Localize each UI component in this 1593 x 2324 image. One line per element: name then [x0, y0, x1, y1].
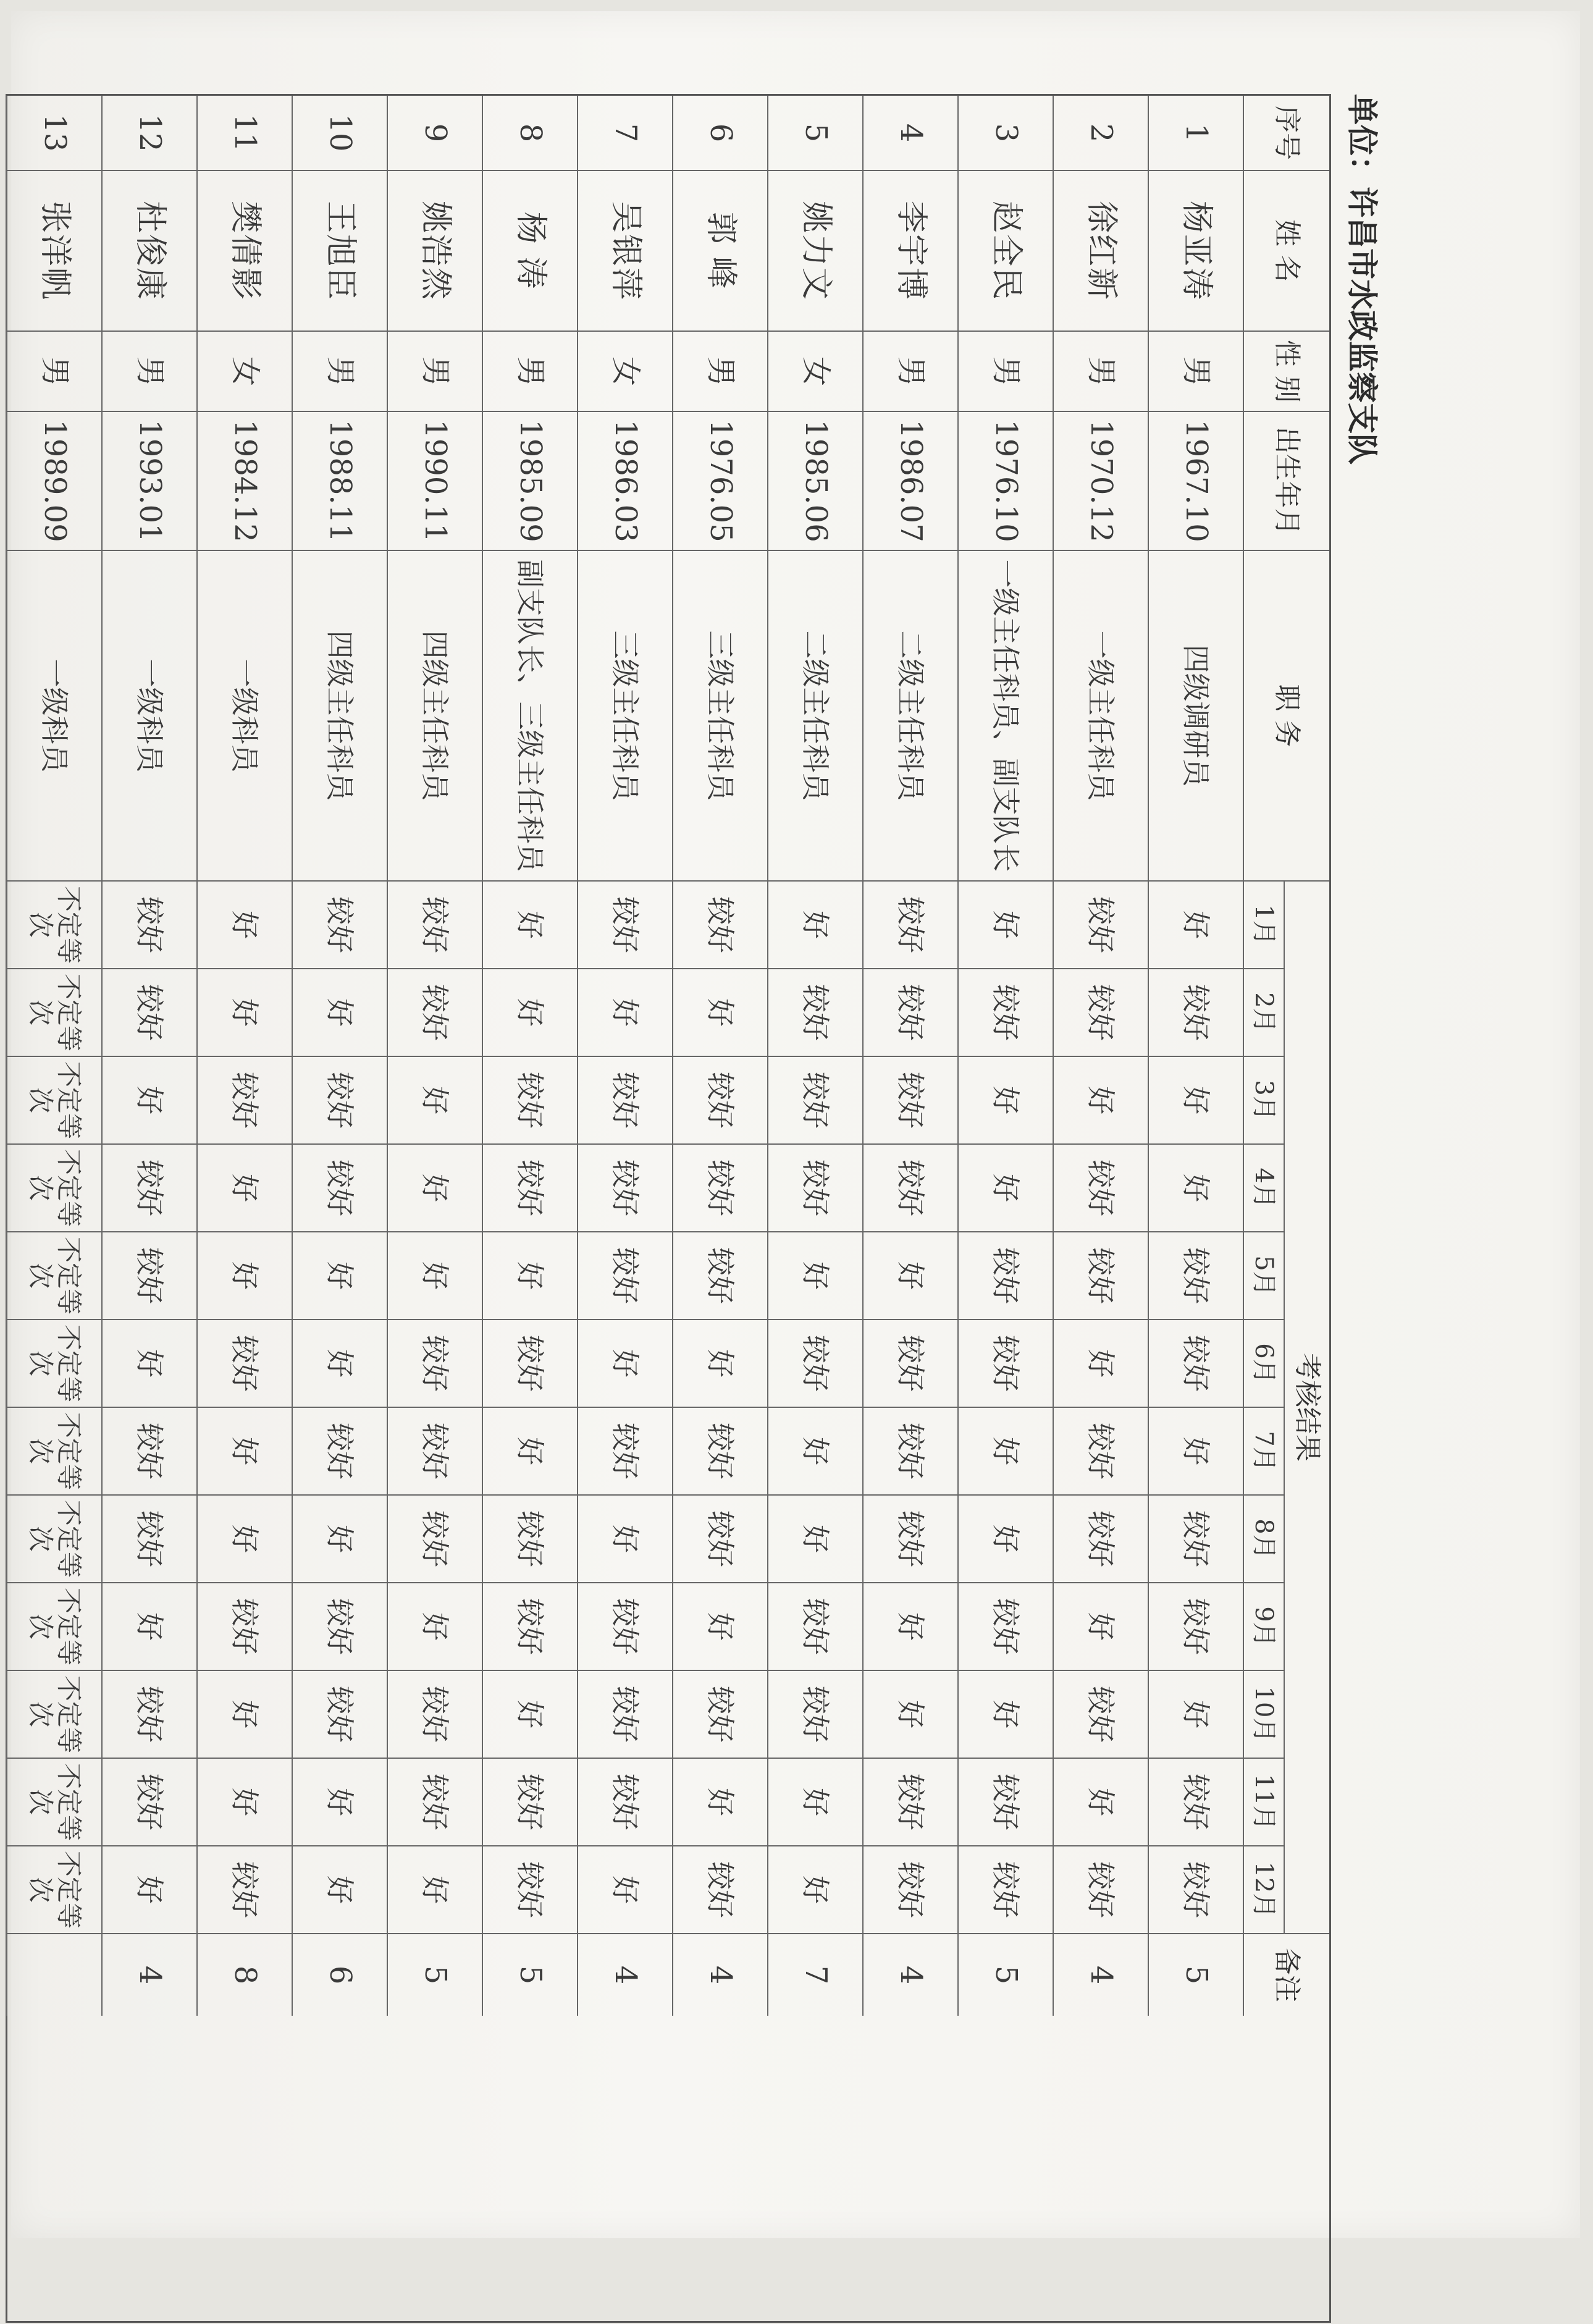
result-cell: 不定等次: [6, 1232, 101, 1320]
row-name: 杨亚涛: [1148, 171, 1243, 332]
row-gender: 男: [101, 332, 196, 412]
result-cell: 较好: [101, 1408, 196, 1496]
result-cell: 好: [767, 882, 862, 969]
row-position: 二级主任科员: [767, 551, 862, 882]
result-cell: 较好: [1053, 1496, 1148, 1583]
result-cell: 好: [196, 969, 292, 1057]
result-cell: 较好: [1053, 1846, 1148, 1934]
result-cell: 较好: [957, 1320, 1053, 1408]
header-month: 3月: [1243, 1057, 1284, 1145]
result-cell: 好: [577, 1846, 672, 1934]
row-position: 一级科员: [101, 551, 196, 882]
unit-label: 单位：许昌市水政监察支队: [1344, 94, 1381, 465]
row-position: 三级主任科员: [672, 551, 767, 882]
result-cell: 较好: [1053, 1232, 1148, 1320]
result-cell: 较好: [577, 1583, 672, 1671]
result-cell: 好: [1053, 1759, 1148, 1846]
row-remark: 4: [101, 1934, 196, 2016]
row-name: 徐红新: [1053, 171, 1148, 332]
row-gender: 男: [1053, 332, 1148, 412]
row-name: 姚力文: [767, 171, 862, 332]
row-seq: 4: [862, 96, 957, 171]
row-remark: 5: [957, 1934, 1053, 2016]
result-cell: 较好: [672, 1057, 767, 1145]
result-cell: 好: [196, 882, 292, 969]
result-cell: 较好: [482, 1496, 577, 1583]
result-cell: 较好: [387, 1759, 482, 1846]
row-seq: 10: [292, 96, 387, 171]
result-cell: 较好: [577, 1057, 672, 1145]
result-cell: 较好: [1148, 969, 1243, 1057]
row-position: 三级主任科员: [577, 551, 672, 882]
result-cell: 好: [672, 1320, 767, 1408]
row-birth: 1986.07: [862, 412, 957, 551]
result-cell: 较好: [292, 882, 387, 969]
row-gender: 女: [577, 332, 672, 412]
header-month: 10月: [1243, 1671, 1284, 1759]
row-name: 杨 涛: [482, 171, 577, 332]
result-cell: 好: [292, 1496, 387, 1583]
row-gender: 男: [1148, 332, 1243, 412]
result-cell: 好: [101, 1320, 196, 1408]
result-cell: 好: [196, 1408, 292, 1496]
row-remark: 4: [672, 1934, 767, 2016]
result-cell: 较好: [1148, 1496, 1243, 1583]
result-cell: 较好: [1148, 1320, 1243, 1408]
result-cell: 较好: [862, 1145, 957, 1232]
result-cell: 较好: [196, 1846, 292, 1934]
header-month: 2月: [1243, 969, 1284, 1057]
result-cell: 较好: [767, 969, 862, 1057]
result-cell: 好: [1148, 1671, 1243, 1759]
result-cell: 好: [196, 1232, 292, 1320]
result-cell: 好: [482, 1232, 577, 1320]
row-seq: 5: [767, 96, 862, 171]
result-cell: 较好: [482, 1145, 577, 1232]
result-cell: 较好: [577, 1145, 672, 1232]
result-cell: 较好: [862, 969, 957, 1057]
row-remark: 5: [482, 1934, 577, 2016]
result-cell: 较好: [1148, 1846, 1243, 1934]
result-cell: 好: [292, 1232, 387, 1320]
result-cell: 好: [101, 1846, 196, 1934]
result-cell: 不定等次: [6, 969, 101, 1057]
header-name: 姓 名: [1243, 171, 1329, 332]
row-seq: 9: [387, 96, 482, 171]
row-name: 郭 峰: [672, 171, 767, 332]
result-cell: 好: [767, 1846, 862, 1934]
row-name: 张洋帆: [6, 171, 101, 332]
header-birth: 出生年月: [1243, 412, 1329, 551]
result-cell: 较好: [1053, 882, 1148, 969]
result-cell: 好: [292, 1759, 387, 1846]
result-cell: 好: [196, 1671, 292, 1759]
row-name: 王旭臣: [292, 171, 387, 332]
result-cell: 不定等次: [6, 1408, 101, 1496]
result-cell: 较好: [1148, 1759, 1243, 1846]
row-remark: 4: [862, 1934, 957, 2016]
result-cell: 较好: [387, 1408, 482, 1496]
result-cell: 较好: [672, 1408, 767, 1496]
result-cell: 较好: [292, 1057, 387, 1145]
result-cell: 好: [101, 1583, 196, 1671]
header-month: 6月: [1243, 1320, 1284, 1408]
result-cell: 好: [387, 1145, 482, 1232]
assessment-table: [6, 94, 1331, 2323]
result-cell: 较好: [672, 882, 767, 969]
row-birth: 1985.09: [482, 412, 577, 551]
row-position: 一级科员: [6, 551, 101, 882]
result-cell: 较好: [577, 1232, 672, 1320]
row-remark: 5: [387, 1934, 482, 2016]
result-cell: 好: [292, 969, 387, 1057]
result-cell: 好: [767, 1408, 862, 1496]
result-cell: 较好: [767, 1320, 862, 1408]
result-cell: 好: [672, 1583, 767, 1671]
header-position: 职 务: [1243, 551, 1329, 882]
result-cell: 较好: [672, 1496, 767, 1583]
result-cell: 较好: [1148, 1583, 1243, 1671]
result-cell: 较好: [672, 1846, 767, 1934]
row-position: 四级调研员: [1148, 551, 1243, 882]
result-cell: 较好: [101, 1671, 196, 1759]
header-month: 11月: [1243, 1759, 1284, 1846]
header-month: 1月: [1243, 882, 1284, 969]
header-gender: 性 别: [1243, 332, 1329, 412]
result-cell: 好: [862, 1671, 957, 1759]
row-remark: 6: [292, 1934, 387, 2016]
result-cell: 较好: [101, 1759, 196, 1846]
rotated-document: [3, 94, 1387, 2324]
result-cell: 较好: [957, 1232, 1053, 1320]
row-position: 副支队长、三级主任科员: [482, 551, 577, 882]
row-birth: 1985.06: [767, 412, 862, 551]
result-cell: 较好: [957, 1759, 1053, 1846]
result-cell: 好: [1148, 1057, 1243, 1145]
result-cell: 较好: [101, 969, 196, 1057]
row-position: 一级主任科员、副支队长: [957, 551, 1053, 882]
row-remark: 4: [577, 1934, 672, 2016]
row-position: 四级主任科员: [387, 551, 482, 882]
row-position: 二级主任科员: [862, 551, 957, 882]
row-seq: 8: [482, 96, 577, 171]
result-cell: 较好: [1053, 1671, 1148, 1759]
result-cell: 较好: [577, 1759, 672, 1846]
result-cell: 不定等次: [6, 1496, 101, 1583]
result-cell: 较好: [767, 1583, 862, 1671]
row-gender: 男: [6, 332, 101, 412]
result-cell: 较好: [672, 1232, 767, 1320]
result-cell: 较好: [387, 882, 482, 969]
result-cell: 好: [387, 1057, 482, 1145]
result-cell: 较好: [577, 1408, 672, 1496]
result-cell: 好: [957, 1671, 1053, 1759]
result-cell: 好: [577, 1496, 672, 1583]
result-cell: 好: [767, 1759, 862, 1846]
row-name: 李宇博: [862, 171, 957, 332]
row-birth: 1993.01: [101, 412, 196, 551]
header-month: 7月: [1243, 1408, 1284, 1496]
result-cell: 较好: [101, 1145, 196, 1232]
header-month: 12月: [1243, 1846, 1284, 1934]
result-cell: 好: [387, 1583, 482, 1671]
result-cell: 较好: [101, 1232, 196, 1320]
row-seq: 1: [1148, 96, 1243, 171]
row-position: 四级主任科员: [292, 551, 387, 882]
result-cell: 较好: [577, 1671, 672, 1759]
row-seq: 3: [957, 96, 1053, 171]
result-cell: 较好: [292, 1583, 387, 1671]
result-cell: 好: [1148, 1145, 1243, 1232]
result-cell: 好: [482, 1408, 577, 1496]
result-cell: 不定等次: [6, 1583, 101, 1671]
result-cell: 好: [577, 1320, 672, 1408]
result-cell: 好: [957, 1057, 1053, 1145]
result-cell: 较好: [387, 1320, 482, 1408]
result-cell: 较好: [292, 1408, 387, 1496]
result-cell: 较好: [292, 1145, 387, 1232]
result-cell: 好: [577, 969, 672, 1057]
row-seq: 2: [1053, 96, 1148, 171]
result-cell: 好: [862, 1583, 957, 1671]
row-birth: 1976.10: [957, 412, 1053, 551]
header-month: 4月: [1243, 1145, 1284, 1232]
result-cell: 好: [482, 882, 577, 969]
row-gender: 男: [387, 332, 482, 412]
result-cell: 不定等次: [6, 882, 101, 969]
result-cell: 较好: [957, 1846, 1053, 1934]
result-cell: 较好: [196, 1583, 292, 1671]
result-cell: 较好: [1148, 1232, 1243, 1320]
result-cell: 较好: [387, 1671, 482, 1759]
result-cell: 较好: [482, 1583, 577, 1671]
result-cell: 较好: [292, 1671, 387, 1759]
header-seq: 序号: [1243, 96, 1329, 171]
row-remark: 5: [1148, 1934, 1243, 2016]
row-gender: 女: [767, 332, 862, 412]
row-seq: 6: [672, 96, 767, 171]
result-cell: 好: [1053, 1583, 1148, 1671]
header-month: 9月: [1243, 1583, 1284, 1671]
result-cell: 较好: [862, 1057, 957, 1145]
result-cell: 好: [1148, 882, 1243, 969]
result-cell: 较好: [482, 1846, 577, 1934]
row-gender: 男: [672, 332, 767, 412]
row-birth: 1976.05: [672, 412, 767, 551]
result-cell: 好: [1148, 1408, 1243, 1496]
row-birth: 1984.12: [196, 412, 292, 551]
result-cell: 好: [957, 882, 1053, 969]
header-month: 5月: [1243, 1232, 1284, 1320]
row-gender: 男: [482, 332, 577, 412]
row-gender: 男: [862, 332, 957, 412]
result-cell: 较好: [862, 882, 957, 969]
result-cell: 较好: [101, 882, 196, 969]
result-cell: 好: [101, 1057, 196, 1145]
row-seq: 11: [196, 96, 292, 171]
result-cell: 好: [196, 1496, 292, 1583]
result-cell: 较好: [1053, 969, 1148, 1057]
result-cell: 好: [292, 1846, 387, 1934]
result-cell: 较好: [862, 1846, 957, 1934]
result-cell: 不定等次: [6, 1759, 101, 1846]
header-results: 考核结果: [1284, 882, 1329, 1934]
result-cell: 较好: [862, 1408, 957, 1496]
result-cell: 较好: [482, 1057, 577, 1145]
result-cell: 好: [387, 1232, 482, 1320]
result-cell: 较好: [862, 1320, 957, 1408]
row-birth: 1988.11: [292, 412, 387, 551]
header-month: 8月: [1243, 1496, 1284, 1583]
result-cell: 较好: [957, 969, 1053, 1057]
row-gender: 女: [196, 332, 292, 412]
result-cell: 好: [672, 1759, 767, 1846]
result-cell: 不定等次: [6, 1145, 101, 1232]
row-remark: 4: [1053, 1934, 1148, 2016]
result-cell: 好: [767, 1232, 862, 1320]
result-cell: 较好: [957, 1583, 1053, 1671]
row-remark: 7: [767, 1934, 862, 2016]
result-cell: 好: [387, 1846, 482, 1934]
result-cell: 不定等次: [6, 1320, 101, 1408]
result-cell: 不定等次: [6, 1846, 101, 1934]
row-seq: 13: [6, 96, 101, 171]
row-birth: 1967.10: [1148, 412, 1243, 551]
result-cell: 好: [482, 1671, 577, 1759]
row-seq: 7: [577, 96, 672, 171]
header-remark: 备注: [1243, 1934, 1329, 2016]
result-cell: 好: [196, 1145, 292, 1232]
row-name: 吴银萍: [577, 171, 672, 332]
row-gender: 男: [957, 332, 1053, 412]
result-cell: 较好: [672, 1145, 767, 1232]
row-position: 一级科员: [196, 551, 292, 882]
row-birth: 1990.11: [387, 412, 482, 551]
row-birth: 1989.09: [6, 412, 101, 551]
result-cell: 好: [957, 1408, 1053, 1496]
result-cell: 较好: [482, 1320, 577, 1408]
result-cell: 较好: [862, 1496, 957, 1583]
result-cell: 较好: [767, 1145, 862, 1232]
result-cell: 好: [196, 1759, 292, 1846]
result-cell: 较好: [196, 1320, 292, 1408]
result-cell: 好: [292, 1320, 387, 1408]
result-cell: 较好: [387, 969, 482, 1057]
result-cell: 好: [957, 1145, 1053, 1232]
row-name: 樊倩影: [196, 171, 292, 332]
result-cell: 好: [482, 969, 577, 1057]
result-cell: 好: [957, 1496, 1053, 1583]
result-cell: 好: [767, 1496, 862, 1583]
result-cell: 较好: [1053, 1408, 1148, 1496]
result-cell: 较好: [196, 1057, 292, 1145]
result-cell: 好: [862, 1232, 957, 1320]
result-cell: 不定等次: [6, 1057, 101, 1145]
result-cell: 较好: [672, 1671, 767, 1759]
result-cell: 较好: [1053, 1145, 1148, 1232]
result-cell: 较好: [482, 1759, 577, 1846]
row-birth: 1970.12: [1053, 412, 1148, 551]
result-cell: 较好: [862, 1759, 957, 1846]
result-cell: 不定等次: [6, 1671, 101, 1759]
result-cell: 好: [1053, 1057, 1148, 1145]
row-name: 姚浩然: [387, 171, 482, 332]
result-cell: 较好: [387, 1496, 482, 1583]
result-cell: 较好: [101, 1496, 196, 1583]
row-seq: 12: [101, 96, 196, 171]
result-cell: 好: [672, 969, 767, 1057]
row-birth: 1986.03: [577, 412, 672, 551]
result-cell: 较好: [767, 1057, 862, 1145]
row-gender: 男: [292, 332, 387, 412]
row-name: 赵全民: [957, 171, 1053, 332]
row-position: 一级主任科员: [1053, 551, 1148, 882]
result-cell: 好: [1053, 1320, 1148, 1408]
result-cell: 较好: [577, 882, 672, 969]
result-cell: 较好: [767, 1671, 862, 1759]
row-remark: 8: [196, 1934, 292, 2016]
row-name: 杜俊康: [101, 171, 196, 332]
row-remark: [6, 1934, 101, 2016]
